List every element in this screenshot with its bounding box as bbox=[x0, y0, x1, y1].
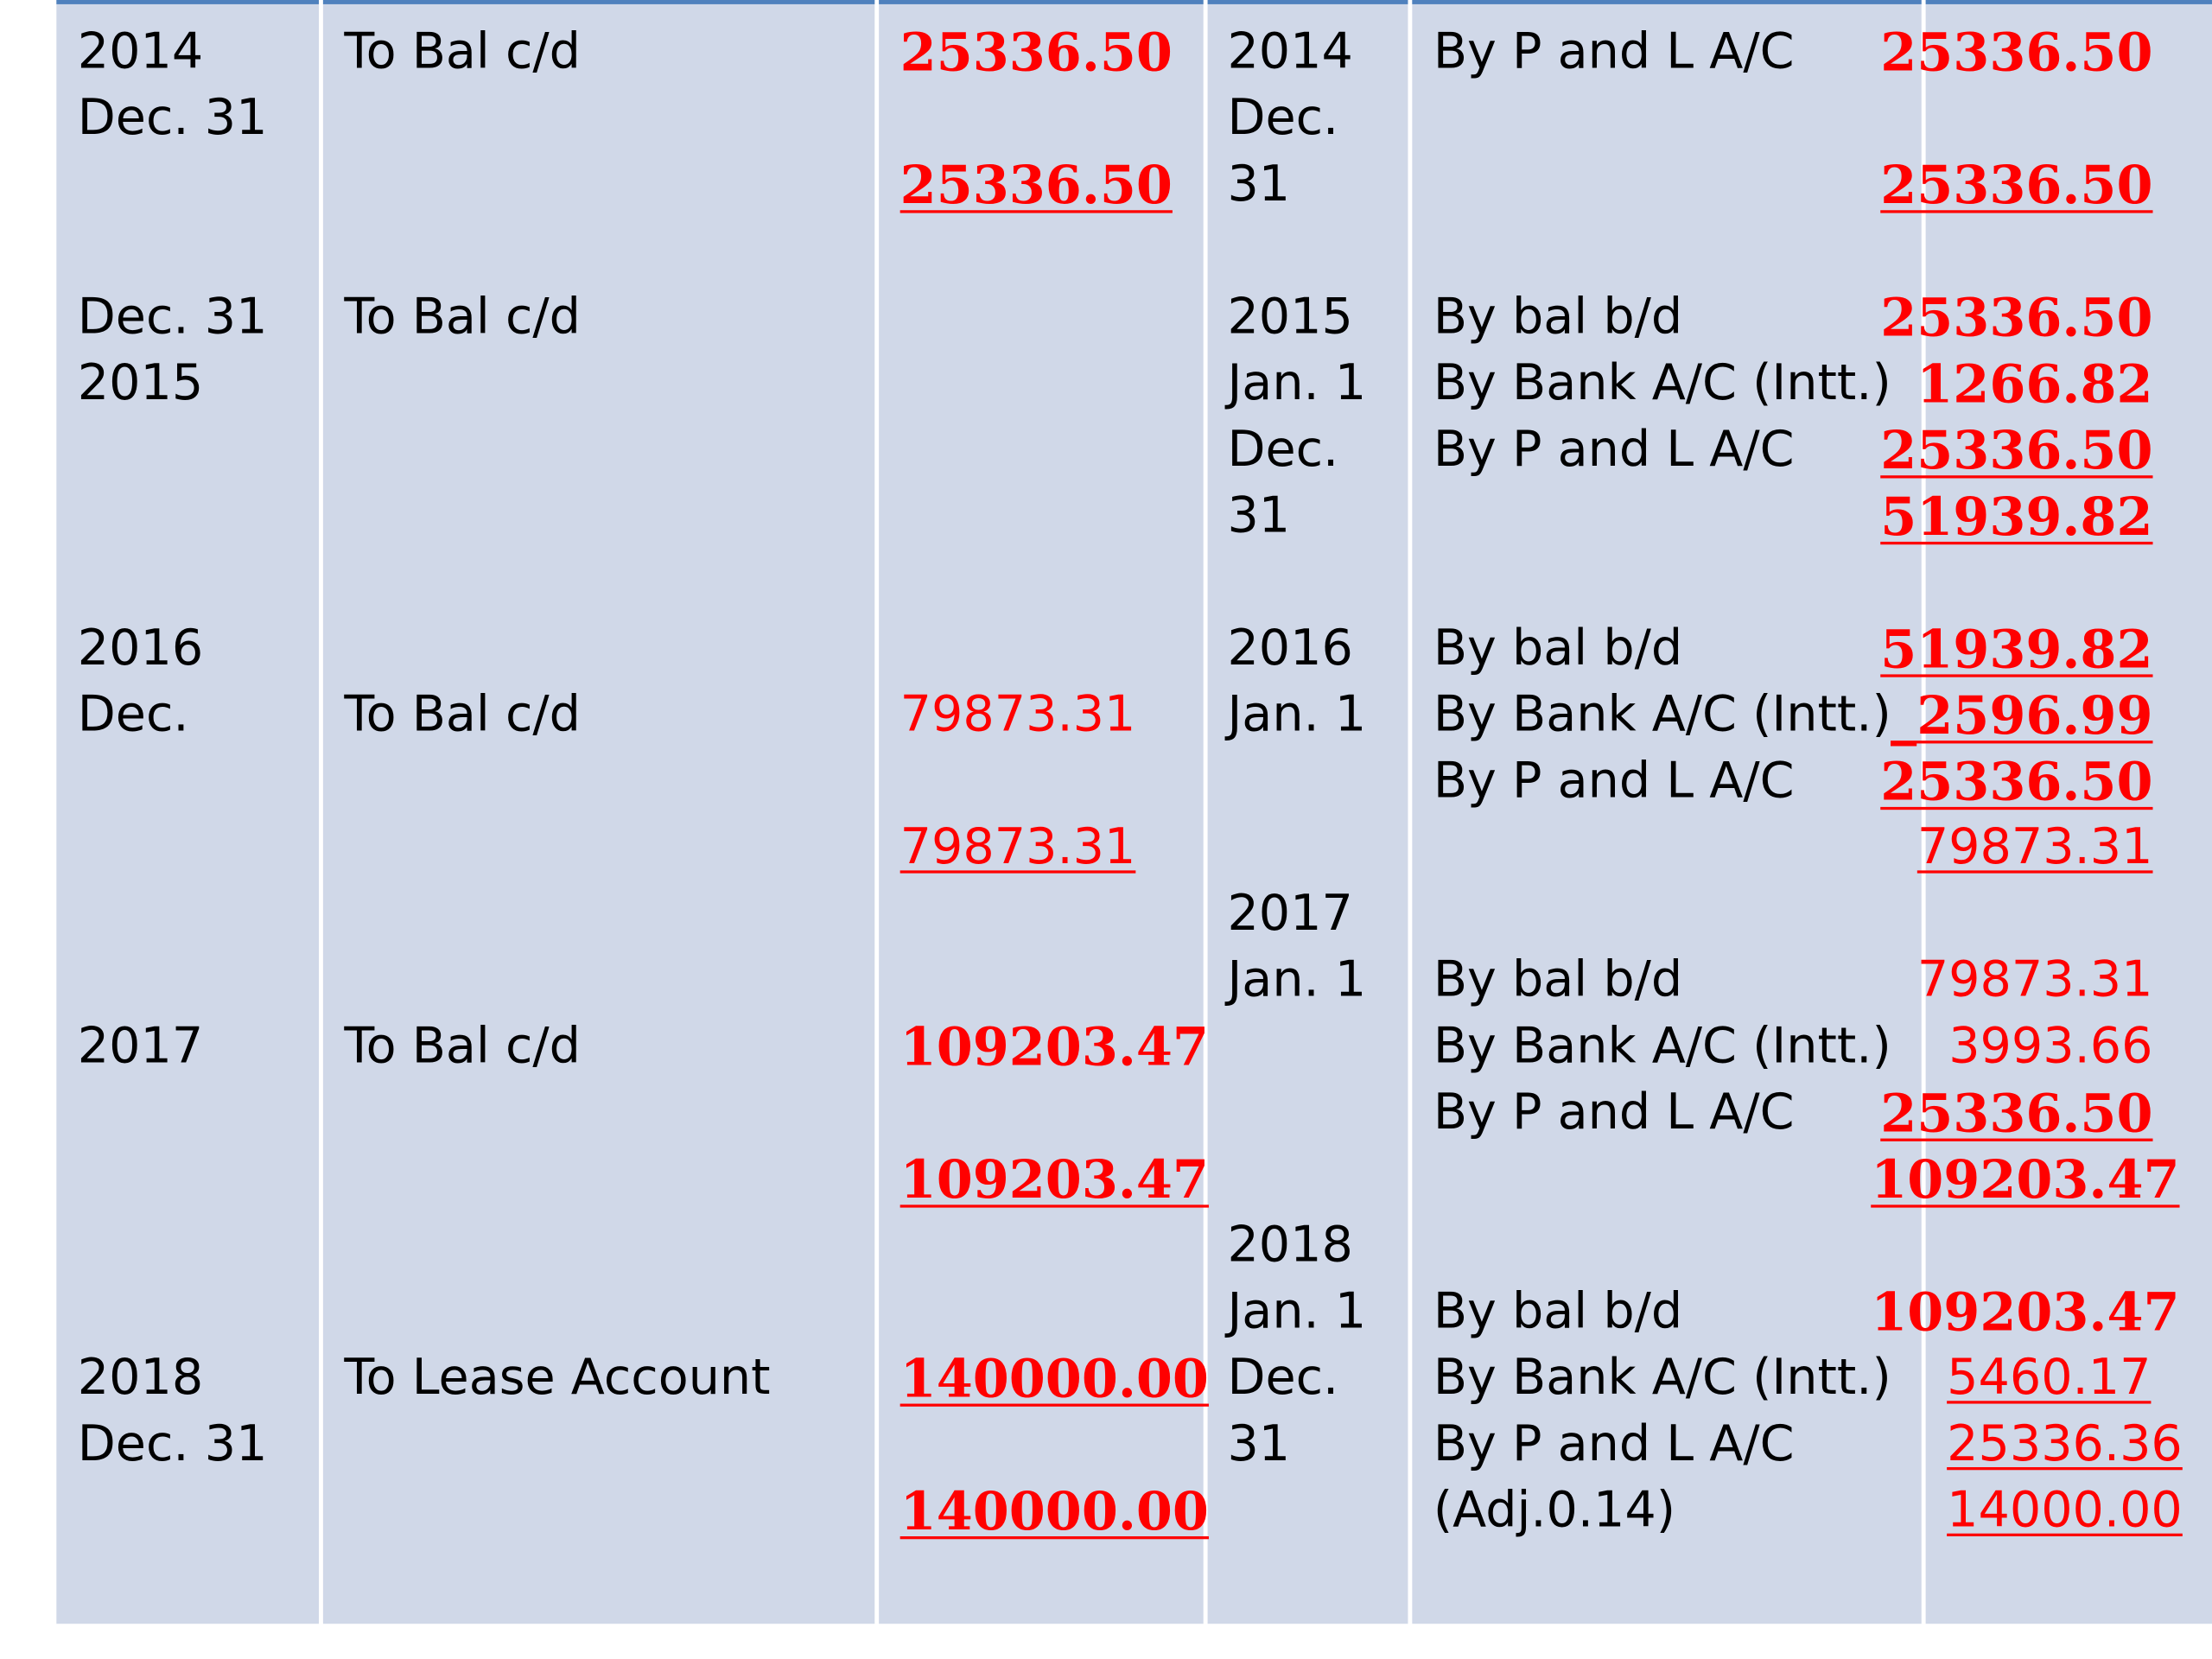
credit-total: 79873.31 bbox=[1916, 819, 2153, 876]
credit-particular: By P and L A/C bbox=[1433, 1084, 1795, 1141]
credit-date: 2015 bbox=[1227, 289, 1353, 346]
credit-amount: 25336.36 bbox=[1947, 1416, 2183, 1473]
credit-particular: By Bank A/C (Intt.) bbox=[1433, 355, 1891, 412]
credit-particular: By P and L A/C bbox=[1433, 1416, 1795, 1473]
debit-particular: To Bal c/d bbox=[344, 1018, 581, 1076]
credit-particular: By P and L A/C bbox=[1433, 753, 1795, 810]
debit-particular: To Bal c/d bbox=[344, 23, 581, 81]
debit-date: 2017 bbox=[77, 1018, 204, 1076]
debit-date: 2015 bbox=[77, 355, 204, 412]
credit-amount: 3993.66 bbox=[1948, 1018, 2153, 1076]
credit-total: 25336.50 bbox=[1880, 153, 2153, 216]
credit-date: 2018 bbox=[1227, 1217, 1353, 1274]
debit-particular: To Lease Account bbox=[344, 1350, 771, 1407]
debit-amount: 140000.00 bbox=[899, 1347, 1209, 1410]
credit-date: 31 bbox=[1227, 1416, 1291, 1473]
credit-date: Jan. 1 bbox=[1227, 355, 1367, 412]
credit-date: Dec. bbox=[1227, 1350, 1339, 1407]
debit-amount: 25336.50 bbox=[899, 21, 1173, 84]
credit-amount: 25336.50 bbox=[1880, 286, 2153, 349]
debit-amount: 79873.31 bbox=[899, 687, 1136, 744]
debit-date: 2018 bbox=[77, 1350, 204, 1407]
credit-particular: By bal b/d bbox=[1433, 952, 1683, 1009]
credit-particular: By Bank A/C (Intt.) bbox=[1433, 687, 1891, 744]
credit-total: 51939.82 bbox=[1880, 485, 2153, 548]
credit-amount: 109203.47 bbox=[1871, 1281, 2180, 1344]
credit-date: Jan. 1 bbox=[1227, 1283, 1367, 1341]
debit-particular: To Bal c/d bbox=[344, 289, 581, 346]
debit-total: 140000.00 bbox=[899, 1479, 1209, 1542]
credit-particular: (Adj.0.14) bbox=[1433, 1482, 1676, 1540]
credit-total: 109203.47 bbox=[1871, 1148, 2180, 1211]
credit-particular: By bal b/d bbox=[1433, 620, 1683, 677]
credit-amount: 25336.50 bbox=[1880, 418, 2153, 481]
credit-particular: By bal b/d bbox=[1433, 1283, 1683, 1341]
debit-total: 25336.50 bbox=[899, 153, 1173, 216]
credit-particular: By bal b/d bbox=[1433, 289, 1683, 346]
debit-date: Dec. 31 bbox=[77, 1416, 268, 1473]
debit-date: Dec. bbox=[77, 687, 189, 744]
credit-particular: By P and L A/C bbox=[1433, 23, 1795, 81]
credit-amount: 51939.82 bbox=[1880, 618, 2153, 680]
credit-amount: 5460.17 bbox=[1947, 1350, 2152, 1407]
credit-amount: 25336.50 bbox=[1880, 1082, 2153, 1145]
debit-amount: 109203.47 bbox=[899, 1015, 1209, 1078]
credit-date: Dec. bbox=[1227, 422, 1339, 479]
credit-date: 31 bbox=[1227, 487, 1291, 545]
credit-amount: _2596.99 bbox=[1891, 683, 2153, 747]
credit-particular: By Bank A/C (Intt.) bbox=[1433, 1018, 1891, 1076]
credit-date: 2014 bbox=[1227, 23, 1353, 81]
debit-particular: To Bal c/d bbox=[344, 687, 581, 744]
credit-amount: 25336.50 bbox=[1880, 750, 2153, 813]
credit-amount: 25336.50 bbox=[1880, 21, 2153, 84]
debit-date: Dec. 31 bbox=[77, 289, 268, 346]
credit-date: Jan. 1 bbox=[1227, 952, 1367, 1009]
credit-date: Jan. 1 bbox=[1227, 687, 1367, 744]
credit-date: 2017 bbox=[1227, 886, 1353, 943]
credit-date: Dec. bbox=[1227, 90, 1339, 147]
credit-particular: By Bank A/C (Intt.) bbox=[1433, 1350, 1891, 1407]
credit-amount: 79873.31 bbox=[1916, 952, 2153, 1009]
debit-date: 2016 bbox=[77, 620, 204, 677]
credit-amount: 1266.82 bbox=[1916, 353, 2153, 416]
debit-total: 109203.47 bbox=[899, 1148, 1209, 1211]
debit-date: Dec. 31 bbox=[77, 90, 268, 147]
debit-date: 2014 bbox=[77, 23, 204, 81]
debit-total: 79873.31 bbox=[899, 819, 1136, 876]
credit-particular: By P and L A/C bbox=[1433, 422, 1795, 479]
credit-amount: 14000.00 bbox=[1947, 1482, 2183, 1540]
credit-date: 31 bbox=[1227, 156, 1291, 213]
credit-date: 2016 bbox=[1227, 620, 1353, 677]
